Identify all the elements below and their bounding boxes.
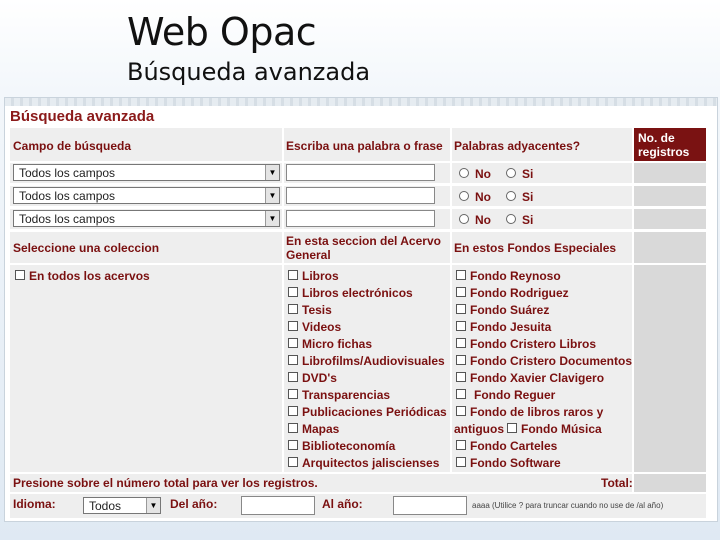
campo-select-2[interactable]: [13, 187, 280, 204]
checkbox-libros[interactable]: [288, 270, 298, 280]
header-strip: [5, 98, 717, 106]
del-anio-input[interactable]: [241, 496, 315, 515]
checkbox-label: Mapas: [302, 422, 340, 436]
checkbox-transparencias[interactable]: [288, 389, 298, 399]
section-fondos: En estos Fondos Especiales: [454, 241, 617, 255]
checkbox-label: Fondo Jesuita: [470, 320, 552, 334]
checkbox-todos-acervos[interactable]: [15, 270, 25, 280]
checkbox-label: Transparencias: [302, 388, 391, 402]
checkbox-label: Arquitectos jaliscienses: [302, 456, 440, 470]
radio-si-label: Si: [522, 213, 534, 227]
registros-cell: [634, 163, 706, 183]
checkbox-publicaciones[interactable]: [288, 406, 298, 416]
checkbox-micro-fichas[interactable]: [288, 338, 298, 348]
checkbox-fondo-jesuita[interactable]: [456, 321, 466, 331]
header-palabra: Escriba una palabra o frase: [286, 139, 443, 153]
checkbox-label: Fondo Cristero Documentos: [470, 354, 633, 368]
checkbox-biblioteconomia[interactable]: [288, 440, 298, 450]
checkbox-fondo-reynoso[interactable]: [456, 270, 466, 280]
radio-si-label: Si: [522, 167, 534, 181]
section-acervo: En esta seccion del Acervo General: [286, 234, 441, 262]
coleccion-cell: [10, 265, 282, 472]
checkbox-label: Fondo Carteles: [470, 439, 558, 453]
chevron-down-icon: ▼: [265, 211, 279, 226]
al-anio-label: Al año:: [322, 497, 363, 511]
checkbox-librofilms[interactable]: [288, 355, 298, 365]
checkbox-label: Fondo de libros raros y: [470, 405, 604, 419]
form-title: Búsqueda avanzada: [10, 108, 155, 125]
checkbox-label: Micro fichas: [302, 337, 373, 351]
campo-select-1[interactable]: [13, 164, 280, 181]
campo-select-value: Todos los campos: [19, 212, 116, 226]
section-coleccion: Seleccione una coleccion: [13, 241, 160, 255]
checkbox-fondo-cristero-libros[interactable]: [456, 338, 466, 348]
checkbox-videos[interactable]: [288, 321, 298, 331]
checkbox-label: En todos los acervos: [29, 269, 150, 283]
checkbox-label: Videos: [302, 320, 342, 334]
checkbox-label: Libros: [302, 269, 339, 283]
checkbox-label: Fondo Rodriguez: [470, 286, 569, 300]
checkbox-fondo-cristero-documentos[interactable]: [456, 355, 466, 365]
checkbox-arquitectos[interactable]: [288, 457, 298, 467]
checkbox-label-continued: antiguos: [454, 422, 504, 436]
registros-cell: [634, 265, 706, 472]
checkbox-fondo-libros-raros[interactable]: [456, 406, 466, 416]
checkbox-label: Tesis: [302, 303, 332, 317]
chevron-down-icon: ▼: [265, 165, 279, 180]
checkbox-label: Fondo Software: [470, 456, 561, 470]
radio-si-label: Si: [522, 190, 534, 204]
checkbox-fondo-software[interactable]: [456, 457, 466, 467]
checkbox-fondo-carteles[interactable]: [456, 440, 466, 450]
checkbox-fondo-reguer[interactable]: [456, 389, 466, 399]
checkbox-label: Librofilms/Audiovisuales: [302, 354, 445, 368]
checkbox-fondo-rodriguez[interactable]: [456, 287, 466, 297]
checkbox-mapas[interactable]: [288, 423, 298, 433]
header-registros: No. de registros: [634, 128, 706, 161]
idioma-select[interactable]: [83, 497, 161, 514]
radio-no-1[interactable]: [459, 168, 469, 178]
palabra-input-2[interactable]: [286, 187, 435, 204]
radio-si-1[interactable]: [506, 168, 516, 178]
radio-si-3[interactable]: [506, 214, 516, 224]
header-campo: Campo de búsqueda: [13, 139, 132, 153]
campo-select-3[interactable]: [13, 210, 280, 227]
idioma-label: Idioma:: [13, 497, 56, 511]
radio-no-label: No: [475, 190, 491, 204]
chevron-down-icon: ▼: [146, 498, 160, 513]
campo-select-value: Todos los campos: [19, 189, 116, 203]
radio-no-label: No: [475, 167, 491, 181]
slide-title: Web Opac: [127, 10, 317, 54]
checkbox-label: DVD's: [302, 371, 337, 385]
header-adyacentes: Palabras adyacentes?: [454, 139, 581, 153]
checkbox-label: Fondo Suárez: [470, 303, 550, 317]
radio-no-3[interactable]: [459, 214, 469, 224]
checkbox-label: Fondo Cristero Libros: [470, 337, 596, 351]
checkbox-label: Libros electrónicos: [302, 286, 413, 300]
total-label: Total:: [601, 476, 633, 490]
checkbox-label: Fondo Reynoso: [470, 269, 561, 283]
slide-subtitle: Búsqueda avanzada: [127, 58, 371, 86]
hint-text: aaaa (Utilice ? para truncar cuando no use de /al año): [472, 501, 664, 510]
checkbox-label: Fondo Xavier Clavigero: [470, 371, 605, 385]
checkbox-tesis[interactable]: [288, 304, 298, 314]
radio-no-2[interactable]: [459, 191, 469, 201]
checkbox-fondo-xavier-clavigero[interactable]: [456, 372, 466, 382]
screenshot-panel: [4, 97, 718, 522]
palabra-input-3[interactable]: [286, 210, 435, 227]
checkbox-dvds[interactable]: [288, 372, 298, 382]
campo-select-value: Todos los campos: [19, 166, 116, 180]
checkbox-label: Biblioteconomía: [302, 439, 396, 453]
checkbox-libros-electronicos[interactable]: [288, 287, 298, 297]
palabra-input-1[interactable]: [286, 164, 435, 181]
idioma-select-value: Todos: [89, 499, 122, 513]
checkbox-fondo-musica[interactable]: [507, 423, 517, 433]
registros-cell: [634, 209, 706, 229]
registros-cell: [634, 232, 706, 263]
registros-cell: [634, 186, 706, 206]
checkbox-fondo-suarez[interactable]: [456, 304, 466, 314]
checkbox-label: Fondo Reguer: [474, 388, 556, 402]
presione-text: Presione sobre el número total para ver los registros.: [13, 476, 318, 490]
radio-si-2[interactable]: [506, 191, 516, 201]
checkbox-label: Publicaciones Periódicas: [302, 405, 447, 419]
radio-no-label: No: [475, 213, 491, 227]
del-anio-label: Del año:: [170, 497, 218, 511]
checkbox-label: Fondo Música: [521, 422, 602, 436]
chevron-down-icon: ▼: [265, 188, 279, 203]
al-anio-input[interactable]: [393, 496, 467, 515]
total-value-cell: [634, 474, 706, 492]
